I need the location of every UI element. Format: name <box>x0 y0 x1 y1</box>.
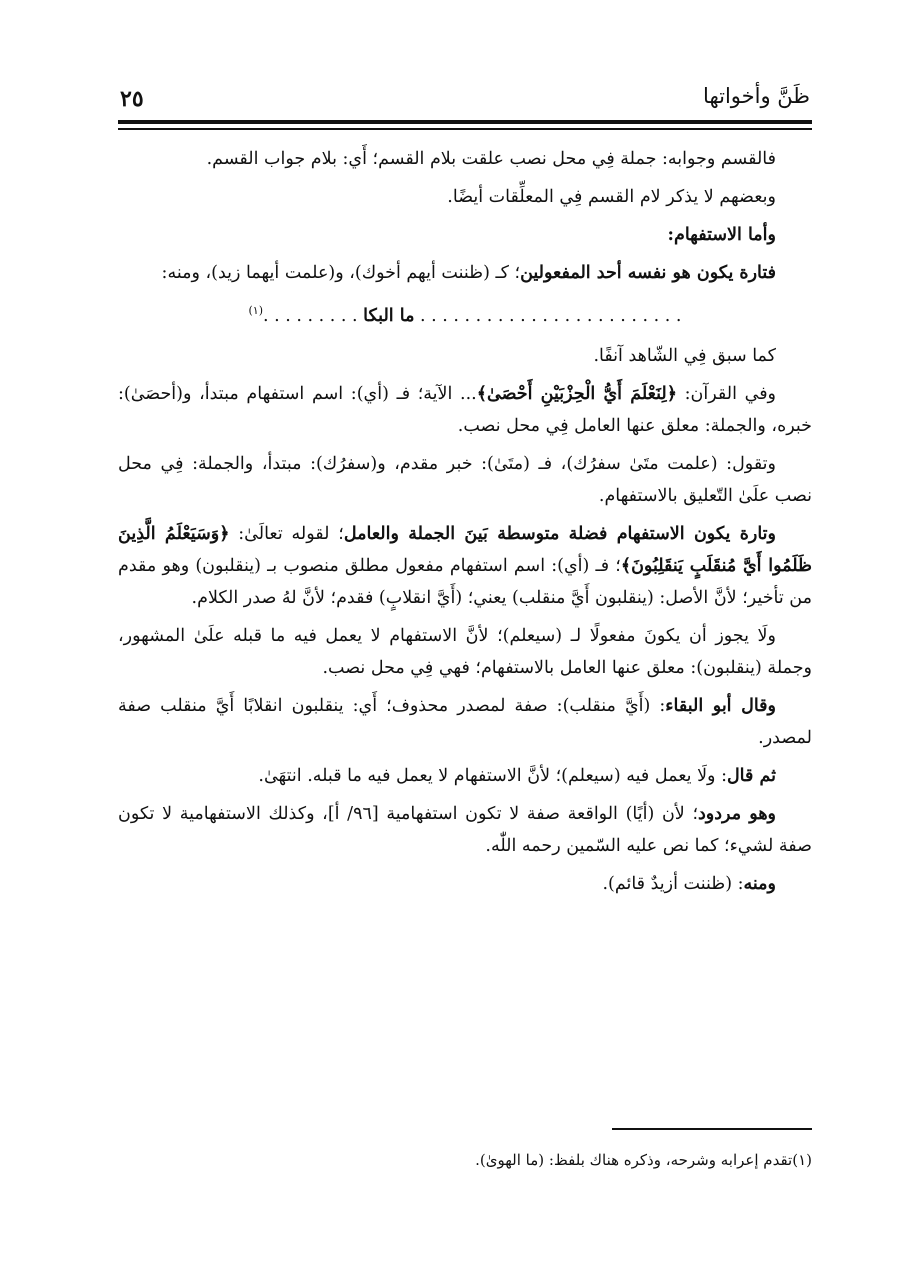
bold-text: ثم قال <box>726 765 776 786</box>
text-span: : (أَيَّ منقلب): صفة لمصدر محذوف؛ أَي: ينقلبون انقلابًا أَيَّ منقلب صفة لمصدر. <box>118 695 812 748</box>
paragraph <box>118 448 812 512</box>
text-span: : ولَا يعمل فيه (سيعلم)؛ لأنَّ الاستفهام لا يعمل فيه ما قبله. انتهَىٰ. <box>258 765 727 786</box>
running-title: ظَنَّ وأخواتها <box>703 84 810 108</box>
text-span: فالقسم وجوابه: جملة فِي محل نصب علقت بلام القسم؛ أَي: بلام جواب القسم. <box>206 149 776 169</box>
text-span: ... الآية؛ فـ (أي): اسم استفهام مبتدأ، و(أحصَىٰ): خبره، والجملة: معلق عنها العامل فِي محل نصب. <box>118 383 812 436</box>
text-span: ؛ كـ (ظننت أيهم أخوك)، و(علمت أيهما زيد)، ومنه: <box>161 263 521 283</box>
quran-verse: ﴿وَسَيَعْلَمُ الَّذِينَ ظَلَمُوا أَيَّ مُنقَلَبٍ يَنقَلِبُونَ﴾ <box>118 523 812 576</box>
bold-text: فتارة يكون هو نفسه أحد المفعولين <box>520 263 776 283</box>
footnote-reference[interactable]: (١) <box>248 304 264 317</box>
page-number: ٢٥ <box>120 86 144 112</box>
paragraph <box>118 518 812 614</box>
paragraph <box>118 690 812 754</box>
bold-text: ومنه <box>743 873 776 894</box>
text-span: وتقول: (علمت متَىٰ سفرُك)، فـ (متَىٰ): خبر مقدم، و(سفرُك): مبتدأ، والجملة: فِي محل نصب علَىٰ التّعليق بالاستفهام. <box>118 453 812 506</box>
paragraph <box>118 257 812 289</box>
quran-verse: ﴿لِنَعْلَمَ أَيُّ الْحِزْبَيْنِ أَحْصَىٰ﴾ <box>476 383 677 404</box>
paragraph <box>118 760 812 792</box>
paragraph <box>118 378 812 442</box>
paragraph <box>118 868 812 900</box>
bold-text: وأما الاستفهام: <box>667 225 776 245</box>
bold-text: وقال أبو البقاء <box>665 695 776 716</box>
bold-text: ما البكا <box>363 305 415 326</box>
text-span: ولَا يجوز أن يكونَ مفعولًا لـ (سيعلم)؛ لأنَّ الاستفهام لا يعمل فيه ما قبله علَىٰ المشهور، وجملة (ينقلبون): معلق عنها العامل بالاستفهام؛ فهي فِي محل نصب. <box>118 625 812 678</box>
page-header <box>120 80 810 116</box>
footnote-separator <box>612 1128 812 1130</box>
bold-text: وتارة يكون الاستفهام فضلة متوسطة بَينَ الجملة والعامل <box>343 523 776 544</box>
paragraph <box>118 181 812 213</box>
text-span: وفي القرآن: <box>676 383 777 404</box>
paragraph <box>118 798 812 862</box>
paragraph <box>118 219 812 251</box>
verse-line <box>118 295 812 332</box>
text-span: وبعضهم لا يذكر لام القسم فِي المعلِّقات أيضًا. <box>447 187 776 207</box>
body-text <box>118 143 812 906</box>
paragraph <box>118 340 812 372</box>
text-span: ؛ فـ (أي): اسم استفهام مفعول مطلق منصوب بـ (ينقلبون) وهو مقدم من تأخير؛ لأنَّ الأصل: (ينقلبون أَيَّ منقلب) يعني؛ (أَيَّ انقلابٍ) فقدم؛ لأنَّ لهُ صدر الكلام. <box>118 555 812 608</box>
ellipsis-dots: . . . . . . . . . <box>263 305 358 326</box>
text-span: ؛ لقوله تعالَىٰ: <box>229 523 344 544</box>
header-rule-thin <box>118 128 812 130</box>
footnote: (١)تقدم إعرابه وشرحه، وذكره هناك بلفظ: (ما الهوىٰ). <box>475 1151 812 1169</box>
paragraph <box>118 143 812 175</box>
bold-text: وهو مردود <box>698 803 776 824</box>
ellipsis-dots: . . . . . . . . . . . . . . . . . . . . . . . . <box>420 305 682 326</box>
text-span: : (ظننت أزيدٌ قائم). <box>602 873 744 894</box>
text-span: ؛ لأن (أيًا) الواقعة صفة لا تكون استفهامية [٩٦/ أ]، وكذلك الاستفهامية لا تكون صفة لشيء؛ كما نص عليه السّمين رحمه اللّٰه. <box>118 803 812 856</box>
header-rule-thick <box>118 120 812 124</box>
text-span: كما سبق فِي الشّاهد آنفًا. <box>593 345 776 366</box>
paragraph <box>118 620 812 684</box>
